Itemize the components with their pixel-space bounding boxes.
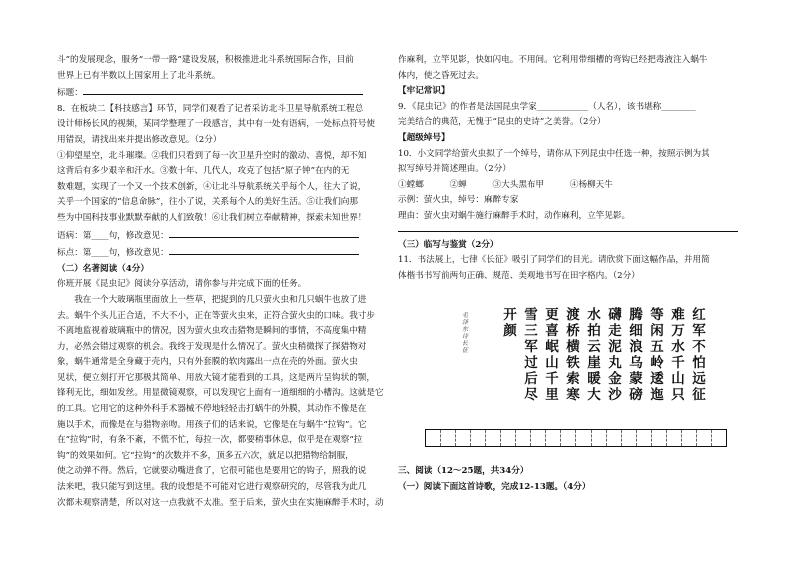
grid-cell[interactable] [697,430,712,446]
calligraphy-char: 大 [587,387,601,403]
title-label: 标题： [57,84,395,102]
text-line: 世界上已有半数以上国家用上了北斗系统。 [57,70,221,81]
reason-line: 理由：萤火虫对蜗牛施行麻醉手术时，动作麻利，立竿见影。 [398,210,631,221]
text-line: 关乎一个国家的“信息命脉”，往小了说，关系每个人的美好生活。⑤让我们向那 [57,197,358,208]
calligraphy-char: 雪 [524,307,538,323]
calligraphy-char: 索 [566,371,580,387]
part-three [398,464,743,495]
title-answer-blank[interactable] [83,84,363,95]
punctuation-line: 标点：第____句，修改意见： [57,244,395,262]
grid-cell[interactable] [607,430,622,446]
text-line: 用错误，请找出来并提出修改意见。（2分） [57,134,222,145]
calligraphy-char: 水 [671,339,685,355]
passage-line: 在“拉钩”时，有条不紊，不慌不忙，每拉一次，都要稍事休息，似乎是在观察“拉 [57,435,363,446]
calligraphy-char: 里 [545,387,559,403]
grid-cell[interactable] [501,430,516,446]
passage-line: 法来吧，我只能写到这里。我的设想是不可能对它进行观察研究的，尽管我为此几 [57,482,367,493]
calligraphy-char: 崖 [587,355,601,371]
grammar-error-line: 语病：第____句，修改意见： [57,227,395,245]
grid-cell[interactable] [682,430,697,446]
section-heading: （三）临写与鉴赏（2分） [398,239,499,250]
tag-heading: 【超级绰号】 [398,132,450,143]
calligraphy-char: 细 [629,323,643,339]
calligraphy-char: 迤 [650,387,664,403]
calligraphy-char: 军 [692,323,706,339]
right-column [398,53,743,284]
calligraphy-char: 开 [503,307,517,323]
text-line: ①仰望星空，北斗璀璨。②我们只看到了每一次卫星升空时的激动、喜悦，却不知 [57,150,367,161]
question-10: 10．小文同学给萤火虫拟了一个绰号，请你从下列昆虫中任选一种，按照示例为其 [398,148,710,159]
calligraphy-char: 乌 [629,355,643,371]
grid-cell[interactable] [471,430,486,446]
calligraphy-char: 山 [545,355,559,371]
grid-cell[interactable] [456,430,471,446]
calligraphy-char: 喜 [545,323,559,339]
calligraphy-char: 五 [650,339,664,355]
text-line: 体楷书书写前两句正确、规范、美观地书写在田字格内。（2分） [398,270,640,281]
text-line: 数难题，实现了一个又一个技术创新，④让北斗导航系统关乎每个人，往大了说， [57,181,367,192]
calligraphy-char: 磅 [629,387,643,403]
calligraphy-char: 拍 [587,323,601,339]
calligraphy-char: 难 [671,307,685,323]
calligraphy-char: 尽 [524,387,538,403]
calligraphy-char: 走 [608,323,622,339]
calligraphy-char: 远 [692,371,706,387]
passage-line: 作麻利，立竿见影，快如闪电。不用间。它利用带细槽的弯钩已经把毒液注入蜗牛 [398,55,708,65]
example-line: 示例：萤火虫，绰号：麻醉专家 [398,195,519,206]
calligraphy-char: 云 [587,339,601,355]
calligraphy-char: 寒 [566,387,580,403]
calligraphy-char: 渡 [566,307,580,323]
sub-heading: （一）阅读下面这首诗歌，完成12-13题。（4分） [398,481,591,492]
calligraphy-artwork [478,304,704,422]
calligraphy-char: 过 [524,355,538,371]
grid-cell[interactable] [516,430,531,446]
calligraphy-char: 浪 [629,339,643,355]
calligraphy-char: 沙 [608,387,622,403]
grid-cell[interactable] [592,430,607,446]
passage-line: 锋利无比，细如发丝。用显微镜观察，可以发现它上面有一道细细的小槽沟。这就是它 [57,388,384,399]
grid-cell[interactable] [652,430,667,446]
calligraphy-char: 后 [524,371,538,387]
calligraphy-char: 更 [545,307,559,323]
calligraphy-char: 铁 [566,355,580,371]
passage-line: 钩”的效果如何。它“拉钩”的次数并不多，顶多五六次，就足以把猎物给制服， [57,450,354,461]
passage-line: 象，蜗牛通常是全身藏于壳内，只有外套膜的软肉露出一点在壳的外面。萤火虫 [57,357,358,368]
grid-cell[interactable] [426,430,441,446]
calligraphy-char: 水 [587,307,601,323]
grid-cell[interactable] [712,430,726,446]
calligraphy-char: 丸 [608,355,622,371]
calligraphy-char: 红 [692,307,706,323]
calligraphy-char: 军 [524,339,538,355]
passage-line: 次都未观察清楚，所以对这一点我就不太准。至于后来，萤火虫在实施麻醉手术时，动 [57,497,384,508]
calligraphy-char: 闲 [650,323,664,339]
passage-line: 体内，使之昏死过去。 [398,70,484,81]
text-line: 斗”的发展现念，服务“一带一路”建设发展，积极推进北斗系统国际合作，目前 [57,55,354,65]
calligraphy-char: 泥 [608,339,622,355]
passage-line: 见状，便立刻打开它那极其简单、用放大镜才能看到的工具，这是两片呈钩状的颚， [57,372,375,383]
calligraphy-char: 暖 [587,371,601,387]
calligraphy-char: 颜 [503,323,517,339]
calligraphy-char: 岭 [650,355,664,371]
calligraphy-signature: 毛泽东诗长征 [462,312,469,354]
grid-cell[interactable] [486,430,501,446]
question-8: 8．在板块二【科技感言】环节，同学们观看了记者采访北斗卫星导航系统工程总 [57,103,364,114]
grid-cell[interactable] [546,430,561,446]
text-line: 完美结合的典范，无愧于“昆虫的史诗”之美誉。（2分） [398,117,606,128]
calligraphy-char: 横 [566,339,580,355]
text-line: 这背后有多少艰辛和汗水。③数十年、几代人，攻克了包括“原子钟”在内的无 [57,166,350,177]
calligraphy-char: 山 [671,371,685,387]
passage-line: 我在一个大玻璃瓶里面放上一些草，把捉到的几只萤火虫和几只蜗牛也放了进 [74,294,367,305]
question-11: 11．书法展上，七律《长征》吸引了同学们的目光。请欣赏下面这幅作品，并用简 [398,255,710,266]
calligraphy-char: 桥 [566,323,580,339]
calligraphy-char: 千 [545,371,559,387]
calligraphy-char: 怕 [692,355,706,371]
left-column [57,53,395,511]
insect-options: ①螳螂 ②蝉 ③大头黑布甲 ④杨柳天牛 [398,179,613,190]
calligraphy-char: 逶 [650,371,664,387]
calligraphy-char: 等 [650,307,664,323]
grid-cell[interactable] [637,430,652,446]
grid-cell[interactable] [561,430,576,446]
answer-line[interactable] [398,231,738,232]
passage-line: 施以手术，而像是在与猎物亲吻。用孩子们的话来说，它像是在与蜗牛“拉钩”。它 [57,419,367,430]
text-line: 些为中国科技事业默默奉献的人们致敬！⑥让我们树立奉献精神，探索未知世界！ [57,212,367,223]
text-line: 设计师杨长风的视频，某同学整理了一段感言，其中有一处有语病，一处标点符号使 [57,119,375,130]
calligraphy-char: 三 [524,323,538,339]
passage-line: 不离地监视着玻璃瓶中的情况，因为萤火虫攻击猎物是瞬间的事情，不高度集中精 [57,326,367,337]
calligraphy-char: 不 [692,339,706,355]
grammar-answer-blank[interactable] [169,227,359,238]
passage-line: 去。蜗牛个头儿正合适，不大不小，正在等萤火虫来，正符合萤火虫的口味。我寸步 [57,310,375,321]
calligraphy-char: 万 [671,323,685,339]
grid-cell[interactable] [622,430,637,446]
calligraphy-char: 礴 [608,307,622,323]
calligraphy-char: 征 [692,387,706,403]
text-line: 拟写绰号并简述理由。（2分） [398,164,511,175]
question-9: 9．《昆虫记》的作者是法国昆虫学家____________（人名），该书堪称________ [398,101,696,112]
calligraphy-char: 腾 [629,307,643,323]
calligraphy-char: 千 [671,355,685,371]
punctuation-answer-blank[interactable] [169,244,359,255]
writing-grid[interactable] [425,429,727,447]
grid-cell[interactable] [531,430,546,446]
text-line: 你班开展《昆虫记》阅读分享活动，请你参与并完成下面的任务。 [57,279,307,290]
calligraphy-char: 蒙 [629,371,643,387]
grid-cell[interactable] [667,430,682,446]
calligraphy-char: 金 [608,371,622,387]
part-heading: 三、阅读（12～25题，共34分） [398,466,529,476]
grid-cell[interactable] [576,430,591,446]
passage-line: 力，必然会错过观察的机会。我终于发现是什么情况了。萤火虫稍微探了探猎物对 [57,341,367,352]
section-heading: （二）名著阅读（4分） [57,263,149,274]
tag-heading: 【牢记常识】 [398,86,450,97]
passage-line: 使之动弹不得。然后，它就要动嘴进食了，它很可能也是要用它的钩子，照我的说 [57,466,367,477]
calligraphy-char: 只 [671,387,685,403]
grid-cell[interactable] [441,430,456,446]
passage-line: 的工具。它用它的这种外科手术器械不停地轻轻击打蜗牛的外膜，其动作不像是在 [57,404,367,415]
calligraphy-char: 岷 [545,339,559,355]
